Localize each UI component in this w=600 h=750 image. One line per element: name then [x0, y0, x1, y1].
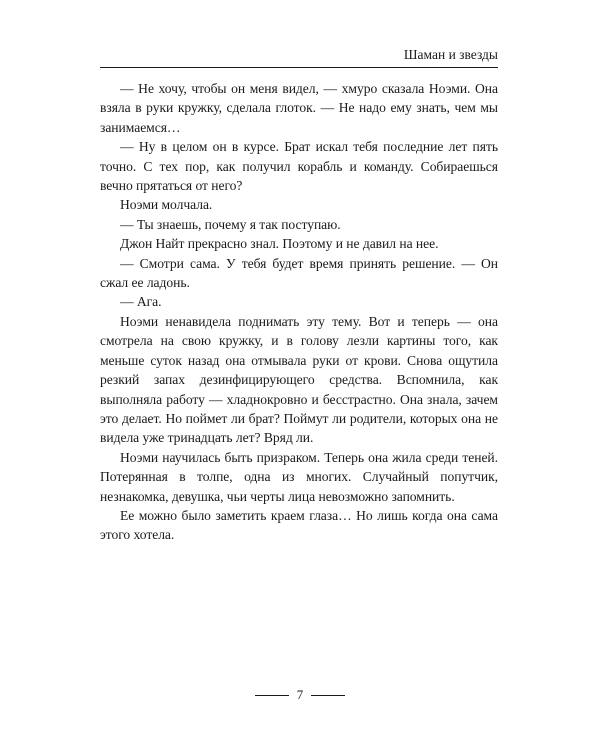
header-rule	[100, 67, 498, 68]
paragraph-3: Ноэми молчала.	[120, 197, 213, 213]
footer-rule-right	[311, 695, 345, 696]
running-head: Шаман и звезды	[403, 47, 498, 62]
body-text	[100, 79, 498, 545]
paragraph-10: Ее можно было заметить краем глаза… Но лишь когда она сама этого хотела.	[100, 507, 498, 543]
paragraph-2: — Ну в целом он в курсе. Брат искал тебя последние лет пять точно. С тех пор, как получил корабль и команду. Собираешься вечно прятаться от него?	[100, 139, 498, 194]
paragraph-5: Джон Найт прекрасно знал. Поэтому и не давил на нее.	[120, 236, 439, 252]
page-number: 7	[296, 687, 304, 702]
paragraph-9: Ноэми научилась быть призраком. Теперь она жила среди теней. Потерянная в толпе, одна из многих. Случайный попутчик, незнакомка, девушка, чьи черты лица невозможно запомнить.	[100, 449, 498, 504]
paragraph-1: — Не хочу, чтобы он меня видел, — хмуро сказала Ноэми. Она взяла в руки кружку, сделала глоток. — Не надо ему знать, чем мы занимаемся…	[100, 81, 498, 135]
paragraph-8: Ноэми ненавидела поднимать эту тему. Вот и теперь — она смотрела на свою кружку, и в голову лезли картины того, как меньше суток назад она отмывала руки от крови. Снова ощутила резкий запах дезинфицирующего средства. Вспомнила, как выполняла работу — хладнокровно и бесстрастно. Она знала, зачем это делает. Но поймет ли брат? Поймут ли родители, которых она не видела уже тринадцать лет? Вряд ли.	[100, 313, 498, 446]
paragraph-6: — Смотри сама. У тебя будет время принять решение. — Он сжал ее ладонь.	[100, 255, 498, 291]
page-footer	[0, 685, 600, 705]
paragraph-7: — Ага.	[120, 294, 162, 310]
paragraph-4: — Ты знаешь, почему я так поступаю.	[120, 216, 341, 232]
footer-rule-left	[255, 695, 289, 696]
